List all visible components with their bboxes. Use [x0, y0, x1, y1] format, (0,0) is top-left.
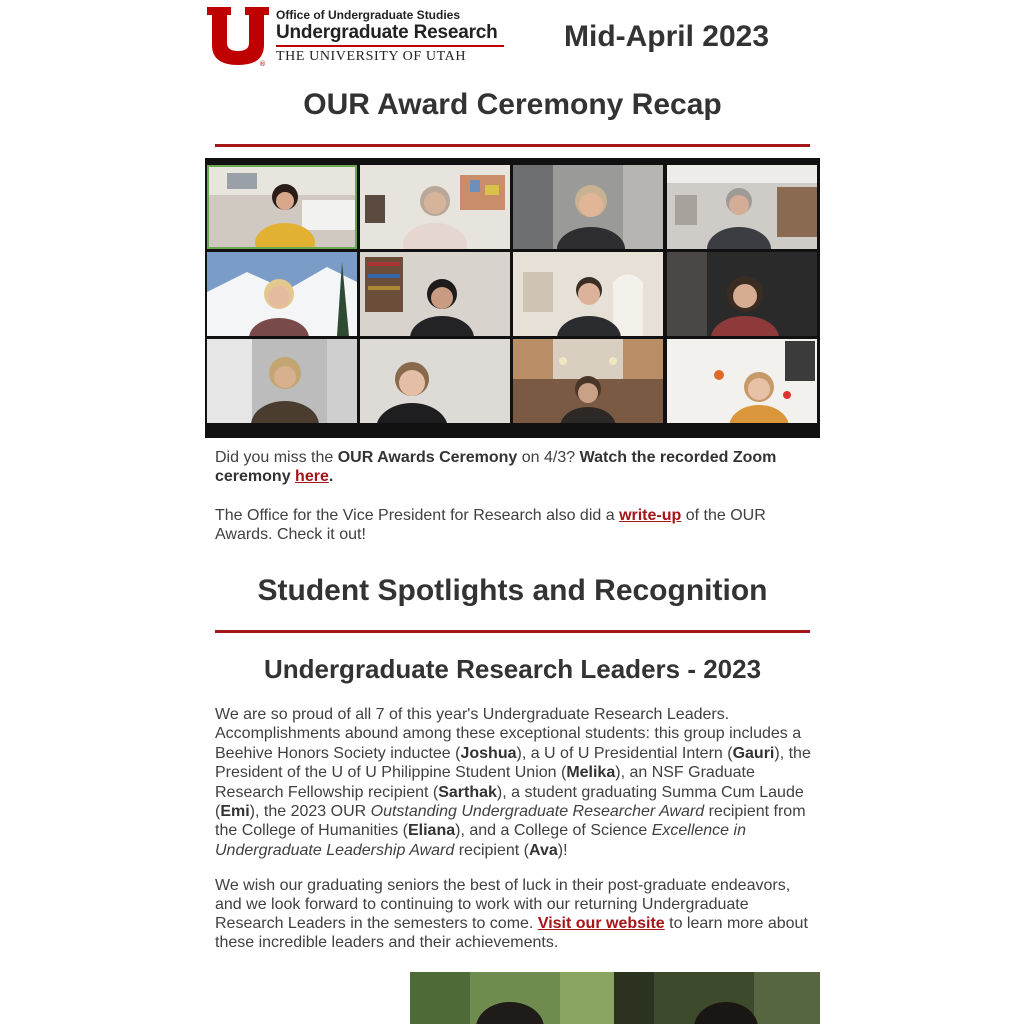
- text-segment: to learn more about these incredible leaders and their achievements.: [215, 915, 808, 951]
- ceremony-recording-paragraph: [215, 448, 811, 486]
- leaders-subtitle: Undergraduate Research Leaders - 2023: [263, 654, 762, 684]
- vpr-writeup-paragraph: [215, 506, 811, 544]
- participant-video-tile: [207, 339, 357, 423]
- text-segment: ), and a College of Science: [455, 822, 652, 840]
- participant-video-tile: [360, 339, 510, 423]
- text-segment: of the OUR Awards. Check it out!: [215, 507, 766, 543]
- text-segment: ), the President of the U of U Philippine Student Union (: [215, 744, 811, 782]
- text-segment: ), an NSF Graduate Research Fellowship recipient (: [215, 764, 755, 801]
- wordmark-divider: [276, 45, 504, 47]
- text-segment: recipient (: [454, 841, 529, 859]
- ceremony-title: OUR Award Ceremony Recap: [303, 88, 722, 121]
- leader-name: Sarthak: [438, 783, 497, 801]
- bold-text: Watch the recorded Zoom ceremony: [215, 449, 777, 485]
- leader-name: Emi: [220, 803, 250, 821]
- text-segment: Did you miss the: [215, 449, 338, 466]
- participant-video-tile: [513, 339, 663, 423]
- text-segment: We are so proud of all 7 of this year's Undergraduate Research Leaders. Accomplishments abound among these exceptional students: this group includes a Beehive Honors Society inductee (: [215, 706, 802, 762]
- participant-video-tile: [667, 165, 817, 249]
- leader-photo: [410, 972, 614, 1024]
- section-divider: [215, 144, 810, 147]
- text-segment: recipient from the College of Humanities (: [215, 803, 806, 840]
- bold-text: OUR Awards Ceremony: [337, 449, 518, 466]
- participant-video-tile: [513, 252, 663, 336]
- issue-date: Mid-April 2023: [564, 20, 770, 53]
- text-segment: ), the 2023 OUR: [249, 803, 371, 821]
- unit-name: Undergraduate Research: [276, 22, 498, 43]
- leader-name: Eliana: [407, 822, 456, 840]
- leaders-paragraph: [215, 705, 811, 860]
- bold-text: .: [328, 468, 334, 485]
- text-segment: on 4/3?: [517, 449, 580, 466]
- spotlights-title: Student Spotlights and Recognition: [257, 574, 768, 607]
- recording-here-link[interactable]: here: [295, 468, 329, 485]
- zoom-gallery-image: [205, 158, 820, 438]
- newsletter-page: [205, 0, 820, 1024]
- text-segment: ), a U of U Presidential Intern (: [516, 744, 733, 762]
- university-u-logo-icon: [205, 5, 271, 67]
- text-segment: The Office for the Vice President for Research also did a: [215, 507, 620, 524]
- participant-video-tile: [207, 252, 357, 336]
- text-segment: ), a student graduating Summa Cum Laude (: [215, 783, 804, 821]
- unit-wordmark: [276, 8, 508, 65]
- participant-video-tile: [207, 165, 357, 249]
- visit-website-link[interactable]: Visit our website: [537, 915, 665, 932]
- university-name: THE UNIVERSITY OF UTAH: [276, 49, 467, 64]
- office-name: Office of Undergraduate Studies: [276, 8, 461, 22]
- leader-name: Joshua: [460, 744, 517, 762]
- text-segment: We wish our graduating seniors the best of luck in their post-graduate endeavors, and we look forward to continuing to work with our returning Undergraduate Research Leaders in the semesters to come.: [215, 877, 791, 932]
- section-divider: [215, 630, 810, 633]
- participant-video-tile: [513, 165, 663, 249]
- award-name: Excellence in Undergraduate Leadership Award: [215, 822, 746, 859]
- writeup-link[interactable]: write-up: [619, 507, 682, 524]
- seniors-paragraph: [215, 876, 811, 952]
- leader-name: Melika: [566, 764, 616, 782]
- leader-name: Ava: [528, 841, 558, 859]
- svg-text:®: ®: [259, 60, 266, 67]
- participant-video-tile: [667, 339, 817, 423]
- participant-video-tile: [360, 252, 510, 336]
- participant-video-tile: [360, 165, 510, 249]
- leader-name: Gauri: [732, 744, 775, 762]
- text-segment: )!: [557, 841, 568, 859]
- award-name: Outstanding Undergraduate Researcher Award: [370, 803, 705, 821]
- newsletter-header: [205, 4, 820, 68]
- leader-photo: [614, 972, 820, 1024]
- participant-video-tile: [667, 252, 817, 336]
